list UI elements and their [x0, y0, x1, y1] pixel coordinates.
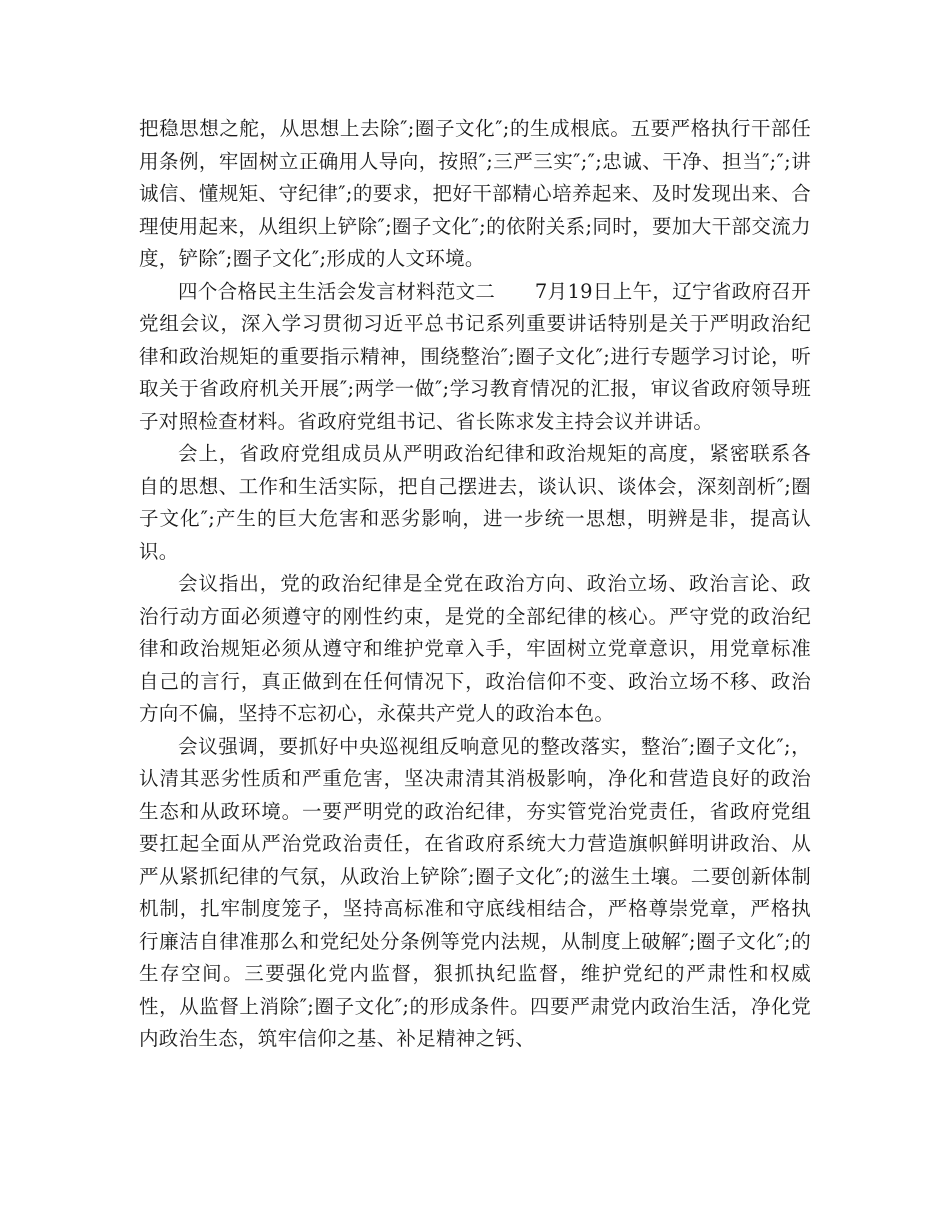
paragraph-3: 会上，省政府党组成员从严明政治纪律和政治规矩的高度，紧密联系各自的思想、工作和生活实际，把自己摆进去，谈认识、谈体会，深刻剖析″;圈子文化″;产生的巨大危害和恶劣影响，进一步统一思想，明辨是非，提高认识。 — [139, 442, 811, 563]
paragraph-1: 把稳思想之舵，从思想上去除″;圈子文化″;的生成根底。五要严格执行干部任用条例，牢固树立正确用人导向，按照″;三严三实″;″;忠诚、干净、担当″;″;讲诚信、懂规矩、守纪律″;的要求，把好干部精心培养起来、及时发现出来、合理使用起来，从组织上铲除″;圈子文化″;的依附关系;同时，要加大干部交流力度，铲除″;圈子文化″;形成的人文环境。 — [139, 117, 811, 270]
paragraph-5: 会议强调，要抓好中央巡视组反响意见的整改落实，整治″;圈子文化″;，认清其恶劣性质和严重危害，坚决肃清其消极影响，净化和营造良好的政治生态和从政环境。一要严明党的政治纪律，夯实管党治党责任，省政府党组要扛起全面从严治党政治责任，在省政府系统大力营造旗帜鲜明讲政治、从严从紧抓纪律的气氛，从政治上铲除″;圈子文化″;的滋生土壤。二要创新体制机制，扎牢制度笼子，坚持高标准和守底线相结合，严格尊崇党章，严格执行廉洁自律准那么和党纪处分条例等党内法规，从制度上破解″;圈子文化″;的生存空间。三要强化党内监督，狠抓执纪监督，维护党纪的严肃性和权威性，从监督上消除″;圈子文化″;的形成条件。四要严肃党内政治生活，净化党内政治生态，筑牢信仰之基、补足精神之钙、 — [139, 734, 811, 1050]
document-body — [139, 113, 811, 1056]
paragraph-2: 四个合格民主生活会发言材料范文二 7月19日上午，辽宁省政府召开党组会议，深入学习贯彻习近平总书记系列重要讲话特别是关于严明政治纪律和政治规矩的重要指示精神，围绕整治″;圈子文化″;进行专题学习讨论，听取关于省政府机关开展″;两学一做″;学习教育情况的汇报，审议省政府领导班子对照检查材料。省政府党组书记、省长陈求发主持会议并讲话。 — [139, 279, 811, 433]
paragraph-4: 会议指出，党的政治纪律是全党在政治方向、政治立场、政治言论、政治行动方面必须遵守的刚性约束，是党的全部纪律的核心。严守党的政治纪律和政治规矩必须从遵守和维护党章入手，牢固树立党章意识，用党章标准自己的言行，真正做到在任何情况下，政治信仰不变、政治立场不移、政治方向不偏，坚持不忘初心，永葆共产党人的政治本色。 — [139, 572, 811, 725]
